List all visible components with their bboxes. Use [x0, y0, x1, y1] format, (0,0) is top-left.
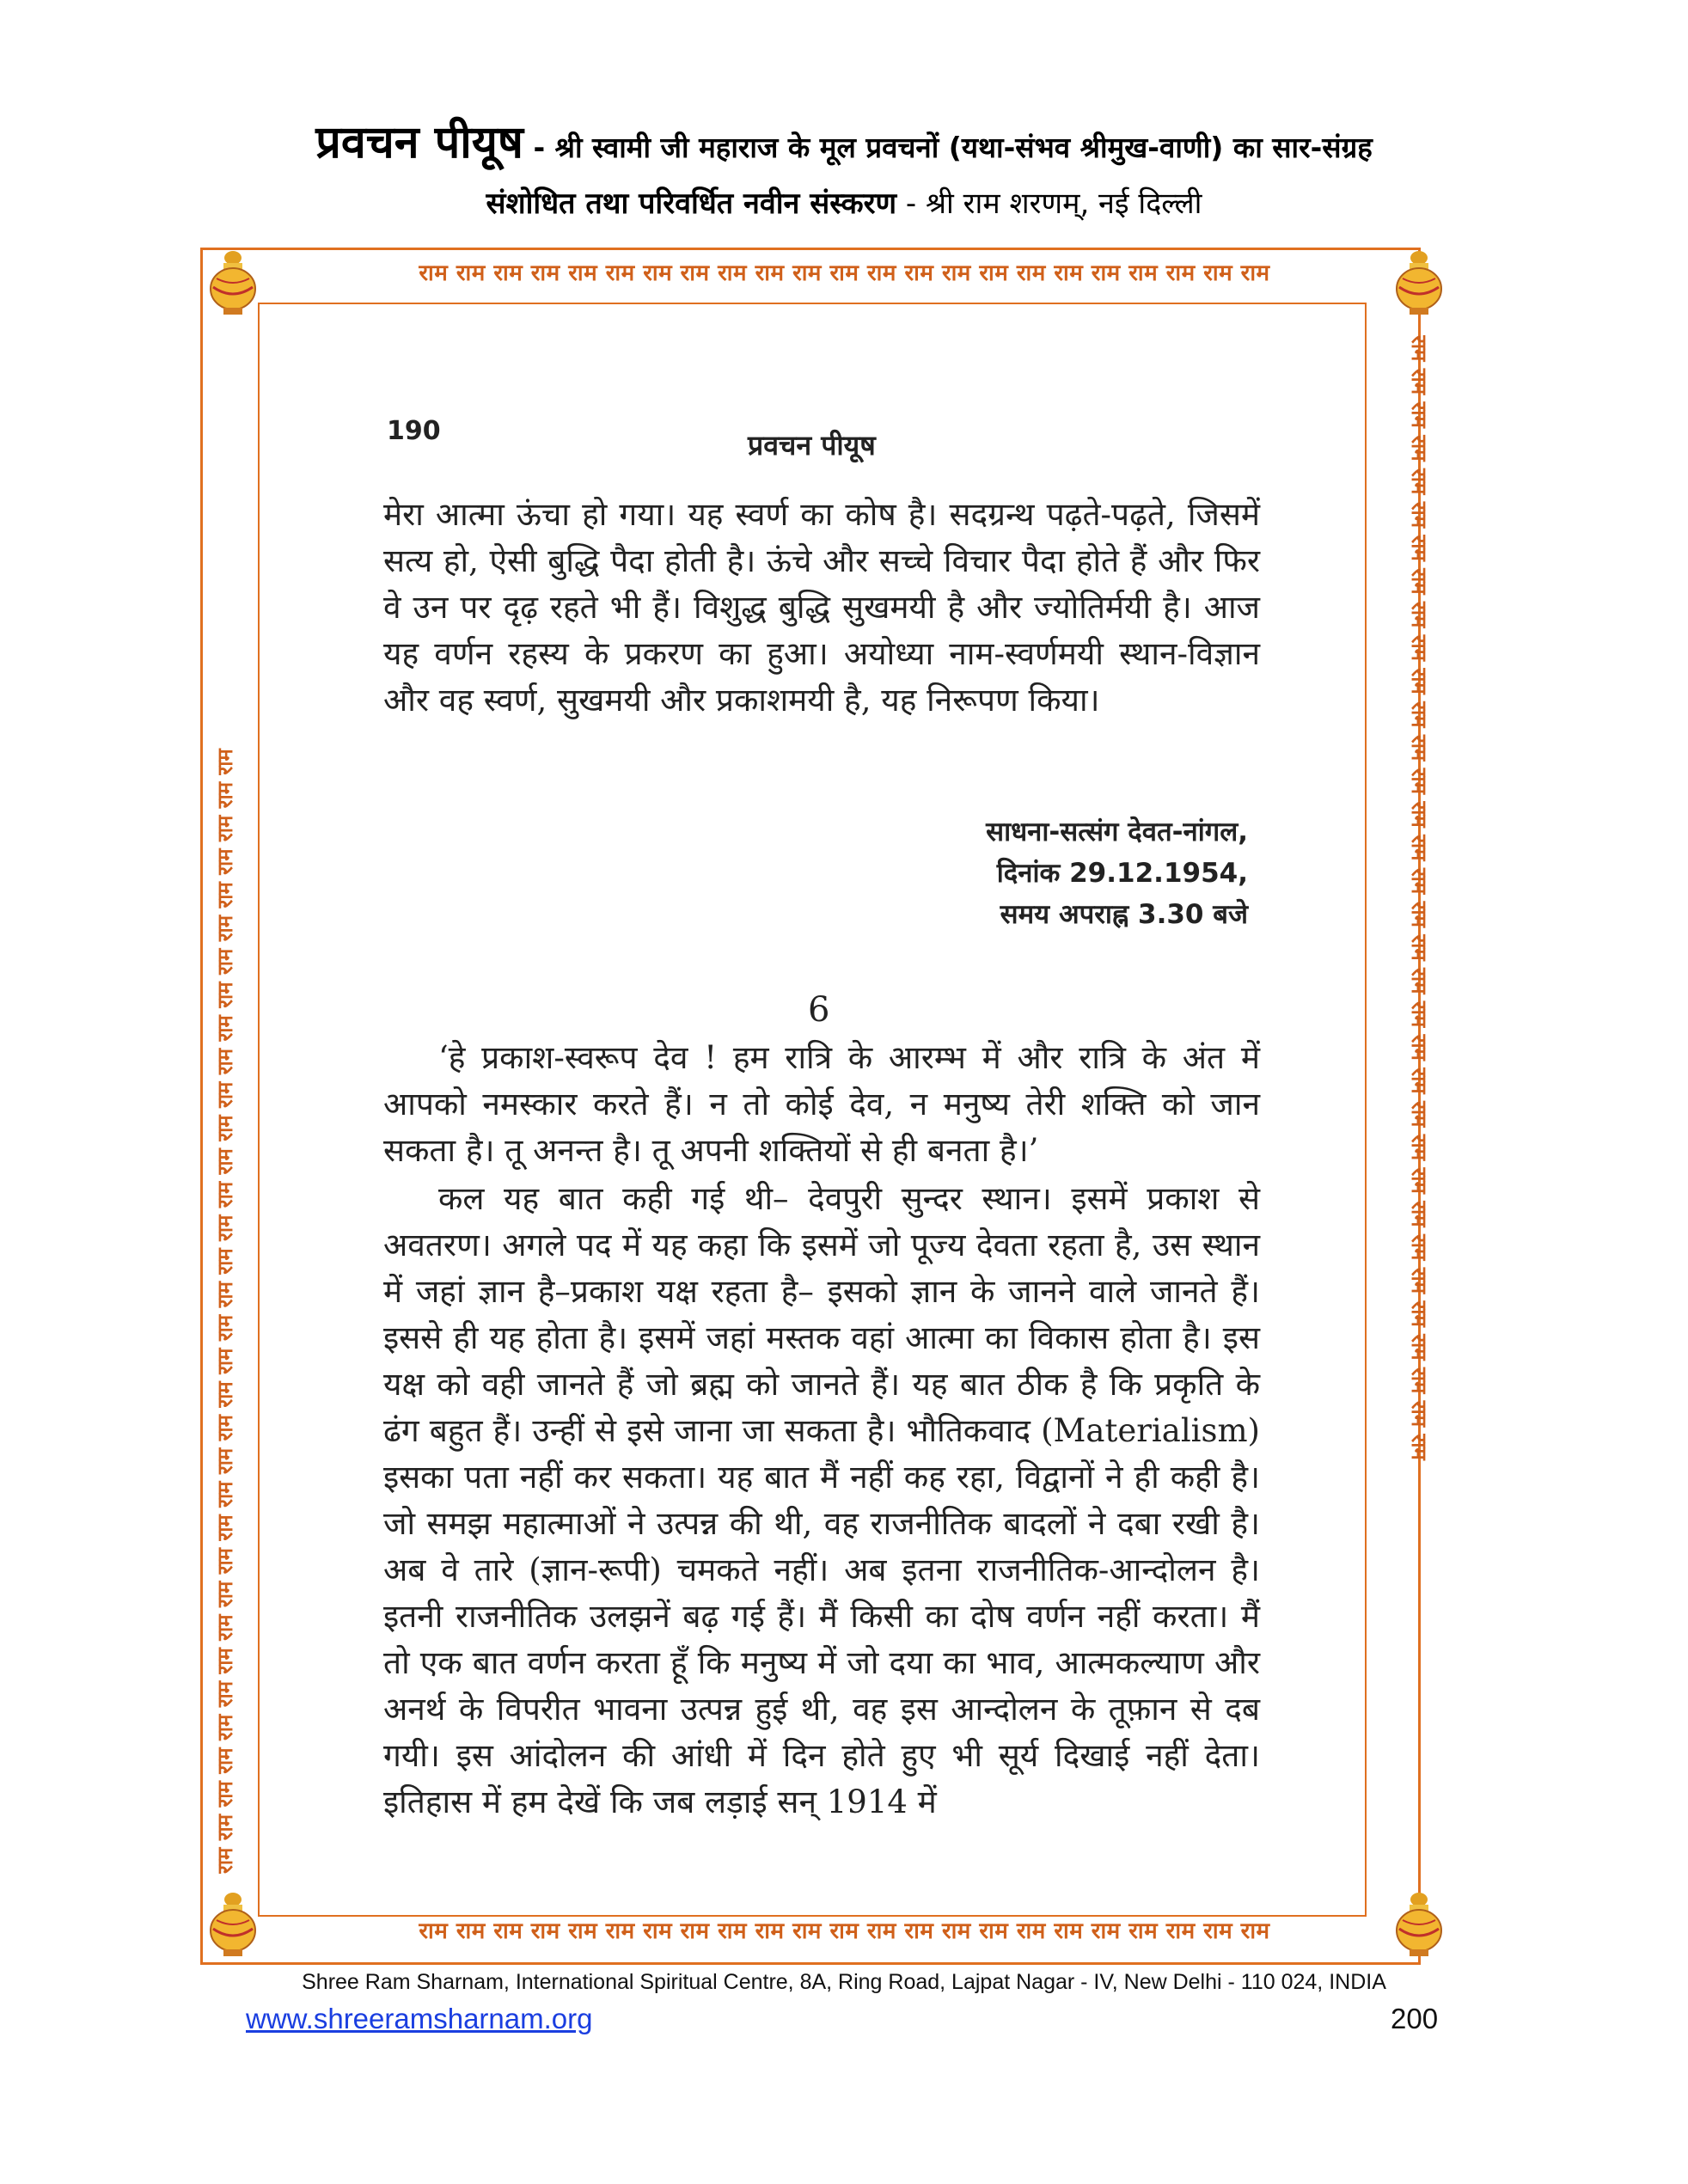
footer-address: Shree Ram Sharnam, International Spiritual Centre, 8A, Ring Road, Lajpat Nagar - IV, New Delhi - 110 024, INDIA [302, 1970, 1386, 1994]
header-title: प्रवचन पीयूष [315, 117, 523, 168]
document-header [0, 110, 1688, 171]
ram-border-top: राम राम राम राम राम राम राम राम राम राम राम राम राम राम राम राम राम राम राम राम राम राम राम [419, 260, 1270, 286]
kalash-icon [1391, 249, 1447, 316]
signature-line-1: साधना-सत्संग देवत-नांगल, [986, 817, 1248, 847]
paragraph-2-text: ‘हे प्रकाश-स्वरूप देव ! हम रात्रि के आरम्भ में और रात्रि के अंत में आपको नमस्कार करते हैं। न तो कोई देव, न मनुष्य तेरी शक्ति को जान सकता है। तू अनन्त है। तू अपनी शक्तियों से ही बनता है।’ [383, 1039, 1260, 1169]
ram-border-left: राम राम राम राम राम राम राम राम राम राम राम राम राम राम राम राम राम राम राम राम राम राम राम राम राम राम राम राम राम राम राम राम राम राम [213, 749, 237, 1874]
section-number: 6 [808, 990, 830, 1030]
header-subtitle: - श्री स्वामी जी महाराज के मूल प्रवचनों (यथा-संभव श्रीमुख-वाणी) का सार-संग्रह [523, 131, 1373, 164]
footer-page-number: 200 [1391, 2003, 1439, 2034]
paragraph-1: मेरा आत्मा ऊंचा हो गया। यह स्वर्ण का कोष है। सदग्रन्थ पढ़ते-पढ़ते, जिसमें सत्य हो, ऐसी बुद्धि पैदा होती है। ऊंचे और सच्चे विचार पैदा होते हैं और फिर वे उन पर दृढ़ रहते भी हैं। विशुद्ध बुद्धि सुखमयी है और ज्योतिर्मयी है। आज यह वर्णन रहस्य के प्रकरण का हुआ। अयोध्या नाम-स्वर्णमयी स्थान-विज्ञान और वह स्वर्ण, सुखमयी और प्रकाशमयी है, यह निरूपण किया। [383, 496, 1260, 719]
signature-block [986, 811, 1248, 935]
book-page-number: 190 [387, 416, 441, 446]
edition-rest: - श्री राम शरणम्, नई दिल्ली [896, 187, 1202, 221]
signature-line-3: समय अपराह्न 3.30 बजे [1000, 899, 1248, 930]
edition-bold: संशोधित तथा परिवर्धित नवीन संस्करण [486, 187, 897, 221]
kalash-icon [205, 1891, 261, 1958]
paragraph-3 [383, 1176, 1260, 1826]
ram-border-bottom: राम राम राम राम राम राम राम राम राम राम राम राम राम राम राम राम राम राम राम राम राम राम राम [419, 1918, 1270, 1944]
kalash-icon [1391, 1891, 1447, 1958]
ram-border-right: राम राम राम राम राम राम राम राम राम राम राम राम राम राम राम राम राम राम राम राम राम राम राम राम राम राम राम राम राम राम राम राम राम राम [1407, 335, 1431, 1460]
kalash-icon [205, 249, 261, 316]
paragraph-2 [383, 1035, 1260, 1174]
website-link[interactable]: www.shreeramsharnam.org [246, 2003, 593, 2034]
signature-line-2: दिनांक 29.12.1954, [996, 858, 1248, 889]
running-head: प्रवचन पीयूष [748, 429, 876, 462]
edition-line [0, 182, 1688, 222]
paragraph-3-text: कल यह बात कही गई थी– देवपुरी सुन्दर स्थान। इसमें प्रकाश से अवतरण। अगले पद में यह कहा कि इसमें जो पूज्य देवता रहता है, उस स्थान में जहां ज्ञान है–प्रकाश यक्ष रहता है– इसको ज्ञान के जानने वाले जानते हैं। इससे ही यह होता है। इसमें जहां मस्तक वहां आत्मा का विकास होता है। इस यक्ष को वही जानते हैं जो ब्रह्म को जानते हैं। यह बात ठीक है कि प्रकृति के ढंग बहुत हैं। उन्हीं से इसे जाना जा सकता है। भौतिकवाद (Materialism) इसका पता नहीं कर सकता। यह बात मैं नहीं कह रहा, विद्वानों ने ही कही है। जो समझ महात्माओं ने उत्पन्न की थी, वह राजनीतिक बादलों ने दबा रखी है। अब वे तारे (ज्ञान-रूपी) चमकते नहीं। अब इतना राजनीतिक-आन्दोलन है। इतनी राजनीतिक उलझनें बढ़ गई हैं। मैं किसी का दोष वर्णन नहीं करता। मैं तो एक बात वर्णन करता हूँ कि मनुष्य में जो दया का भाव, आत्मकल्याण और अनर्थ के विपरीत भावना उत्पन्न हुई थी, वह इस आन्दोलन के तूफ़ान से दब गयी। इस आंदोलन की आंधी में दिन होते हुए भी सूर्य दिखाई नहीं देता। इतिहास में हम देखें कि जब लड़ाई सन् 1914 में [383, 1180, 1260, 1820]
